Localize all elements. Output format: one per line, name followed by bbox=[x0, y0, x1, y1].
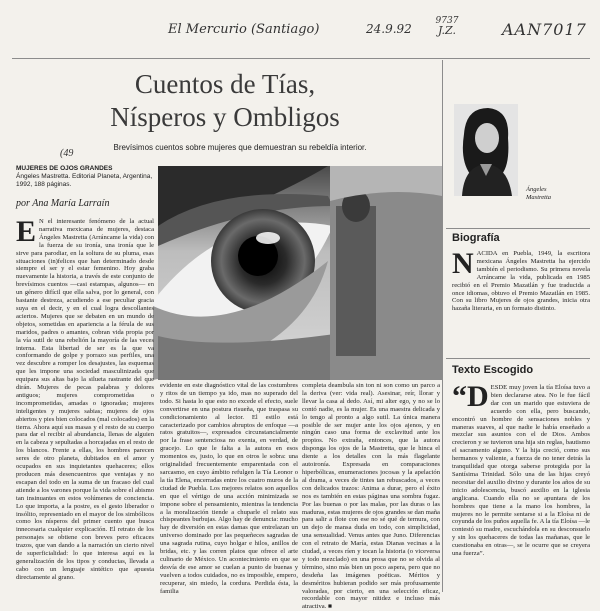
handwritten-annotation bbox=[168, 16, 598, 44]
archive-reference: AAN7017 bbox=[502, 20, 587, 39]
article-subtitle: Brevísimos cuentos sobre mujeres que demuestran su rebeldía interior. bbox=[113, 143, 367, 152]
article-body-3: completa deambula sin ton ni son como un parco a la deriva (ver: vida real). Asesinar, reír, llorar y llevar la casa al dedo. Así, mi alter ego, y no se lo contó nadie, es la mujer. Es una maestra delicada y lo tengo al pronto a algo sutil. La única manera posible de ser mujer ante los ojos ajenos, y en ningún caso una forma de exclavitud ante los propios. No extraña, entonces, que la autora disponga los ojos de la Mastretta, que le hinca el diente a los detalles con la más flagelante autoironía. Expresada en comparaciones hiperbólicas, enumeraciones jocosas y la apelación al drama, a veces de tintes tan rebuscados, a veces con delicados trazos: Anima a durar, pero el éxito nos es también en estas páginas una sombra fugaz. Por las buenas o por las malas, por las duras o las maduras, estas mujeres de ojos grandes se dan maña para salir a flote con ese no sé qué de ternura, con un dejo de mansa duda en todo, con simplicidad, una sensualidad. Venus antes que Juno. Diferencias con el retrato de María, estas Dianas vecinas a la ciudad, a veces ríen y tocan la historia (o viceversa y todo mezclado) en una prosa que no se olvida al término, sino más bien un poco aspera, pero que no desdeña las imágenes poéticas. Méritos y desméritos hubieran podido ser más profusamente valoradas, por cierto, en una selección eficaz, recordable con mayor nitidez e incluso más atractiva. ■ bbox=[302, 382, 440, 611]
column-divider bbox=[442, 60, 443, 592]
bio-text: ACIDA en Puebla, 1949, la escritora mexicana Ángeles Mastretta ha ejercido también el periodismo. Su primera novela Arráncame la vida, publicada en 1985 recibió en el Premio Mazatlán y fue traducida a once idiomas, obtuvo el Premio Mazatlán en 1985. Con su libro Mujeres de ojos grandes, inicia otra hazaña literaria, en un formato distinto. bbox=[452, 250, 590, 313]
drop-cap: E bbox=[16, 215, 37, 248]
eye-photo bbox=[158, 166, 442, 380]
eye-illustration bbox=[158, 166, 442, 380]
article-title-line1: Cuentos de Tías, bbox=[134, 69, 316, 99]
archive-code-bottom: J.Z. bbox=[438, 24, 456, 37]
article-column-2 bbox=[160, 382, 298, 595]
clipping-date: 24.9.92 bbox=[366, 22, 412, 36]
portrait-caption bbox=[526, 186, 551, 202]
newspaper-name: El Mercurio (Santiago) bbox=[168, 22, 320, 37]
article-column-1 bbox=[16, 215, 154, 590]
handwritten-note: (49 bbox=[60, 148, 74, 159]
book-info: Ángeles Mastretta. Editorial Planeta, Argentina, 1992, 188 páginas. bbox=[16, 173, 153, 188]
author-portrait bbox=[454, 104, 518, 196]
article-title bbox=[60, 68, 390, 134]
excerpt-drop-cap: “D bbox=[452, 380, 489, 413]
portrait-image bbox=[454, 104, 518, 196]
archive-code bbox=[430, 17, 464, 35]
article-body-1: N el interesante fenómeno de la actual narrativa mexicana de mujeres, destaca Ángeles Mastretta (Arráncame la vida) con la fuerza de su ironía, una ironía que le sirve para parodiar, en la soltura de su pluma, esas situaciones (in)felices que han determinado desde siempre el ser y el estar femenino. Hoy graba nuevamente la historia, a través de este conjunto de brevísimos cuentos —casi estampas, algunos— en un género difícil que ella salva, por lo general, con bastante destreza, acudiendo a ese peculiar gracia suya en el decir, y en el cual logra descollantes aciertos. Mujeres que se debaten en un mundo de objetos, sometidas en apariencia a la férula de sus maridos, padres o amantes, cobran vida propia por la vía sutil de una rebelión la mayoría de las veces interna. Esta libertad de ser es la que va conformando de golpe y porrazo sus perfiles, una vez descubre a romper los desajustes, las esquemas que les impone una sociedad masculinizada que equipara sus altas bajo la silueta rastrante del que dirán. Mujeres de pecas palabras y dolores antiguos; mujeres comprometidas o incomprometidas, amadas o ignoradas; mujeres inteligentes y mujeres sabias; mujeres de ojos abiertos y pies bien colocados (mal colocados) en la tierra. Ahora aquí sus masas y el resto de su cuerpo para dar el recibir al abundancia, llenas de alguien en la cabeza y sepultadas a horcajadas en el resto de los blancos. Frente a ellas, los hombres parecen seres de otro planeta, dubitados en el amor y ocupados en sus inquietantes quehaceres; ellos producen más desencuentros que ventajas y no escapan del todo en la suma de un fracaso del cual atiende a los varones porque la vida sobre el abismo tan insinuantes en estos volúmenes de conciencia. Lo que importa, a la postre, es el gesto liberador o insólito, representado en el mayor de los simbólicos como los nísperos del primer cuento que busca innecesaria cualquier explicación. El retrato de los personajes se obtiene con breves pero eficaces trazos, que van dando a la narración un cierto nivel de superficialidad: lo que interesa aquí es la generalización de los tipos y conductas, llevada a cabo con un lenguaje sintético que apuesta directamente al grano. bbox=[16, 218, 154, 581]
excerpt-text-block bbox=[452, 380, 590, 590]
archive-code-top: 9737 bbox=[435, 16, 459, 26]
excerpt-text: ESDE muy joven la tía Eloísa tuvo a bien declararse atea. No le fue fácil dar con un marido que estuviera de acuerdo con ella, pero buscando, encontró un hombre de sensaciones nobles y maneras suaves, al que nadie le había enseñado a mezclar sus asuntos con el de Dios. Ambos crecieron y se tuvieron una hija sin reglas, bautismo el sacramento alguno. Y la hija creció, como sus hermanos y valiente, a fuerza de no tener detrás la tranquilidad que otorga saberse protegida por la Santísima Trinidad. Sólo una de las hijas creyó necesitar del auxilio divino y durante los años de su inicio adolescencia, buscó auxilio en la iglesia anglicana. Cuando ella no se apuntara de los hombres que tiene a la mano los hombres, la mujeres no le permite sentarse si a la Eloísa ni de coyunda de los puños aquella fe. A la tía Eloísa —le contestó su madre, escuchándola en su desconsuelo y sin los quehaceres de todas las mañanas, que le cuestionaba en otras—, se le ocurre que se creyera una fuerza”. bbox=[452, 384, 590, 558]
article-title-line2: Nísperos y Ombligos bbox=[110, 102, 340, 132]
portrait-caption-line2: Mastretta bbox=[526, 194, 552, 201]
bio-drop-cap: N bbox=[452, 247, 474, 280]
article-body-2: evidente en este diagnóstico vital de las costumbres y ritos de un tiempo ya ido, mas no superado del todo. Si hasta lo que esto no excede el efecto, suele convertirse en una postura risueña, que traspasa su condicionamiento al lector. El estilo está caracterizado por cambios abruptos de enfoque —a ratos gratuitos—, expresados circunstancialmente por la frase sentenciosa no exenta, en verdad, de gracejo. Lo que le falta a la autora en esos momentos es, justo, lo que en otros le sobra: una originalidad frecuentemente emparentada con el sarcasmo, en cuyo ámbito refulgen la Tía Leonor o la tía Elena, encerradas entre los cuatro muros de la ciudad de Puebla. Los mejores relatos son aquellos en que el vértigo de una acción minimizada se impone sobre el pensamiento, mientras la tendencia a la moralización tiende a chuparle el relato sus chispeantes burbujas. Algo hay de denuncia: mucho hay de diversión en estas damas que entrelazan un universo dominado por las pequeñeces sagradas de una sagrada rutina, cuyo holgar e hilos, anillos de bridas, etc. y las corren platos que ofrece el arte culinario de México. Un acontecimiento en que se desvía de ese amor se cuelan a punto de buenas y vuelven a todos cuidados, no es imposible, empero, recuperar, sin miedo, la cordura. Perdida ésta, la familia bbox=[160, 382, 298, 595]
bio-heading: Biografía bbox=[452, 232, 500, 244]
portrait-caption-line1: Ángeles bbox=[526, 186, 547, 193]
bio-rule bbox=[446, 228, 590, 229]
bio-text-block bbox=[452, 247, 590, 340]
book-title: MUJERES DE OJOS GRANDES bbox=[16, 165, 113, 172]
byline: por Ana María Larraín bbox=[16, 198, 110, 209]
excerpt-heading: Texto Escogido bbox=[452, 364, 534, 376]
book-details bbox=[16, 165, 156, 189]
article-column-3 bbox=[302, 382, 440, 611]
excerpt-rule bbox=[446, 358, 590, 359]
top-rule bbox=[12, 58, 590, 59]
